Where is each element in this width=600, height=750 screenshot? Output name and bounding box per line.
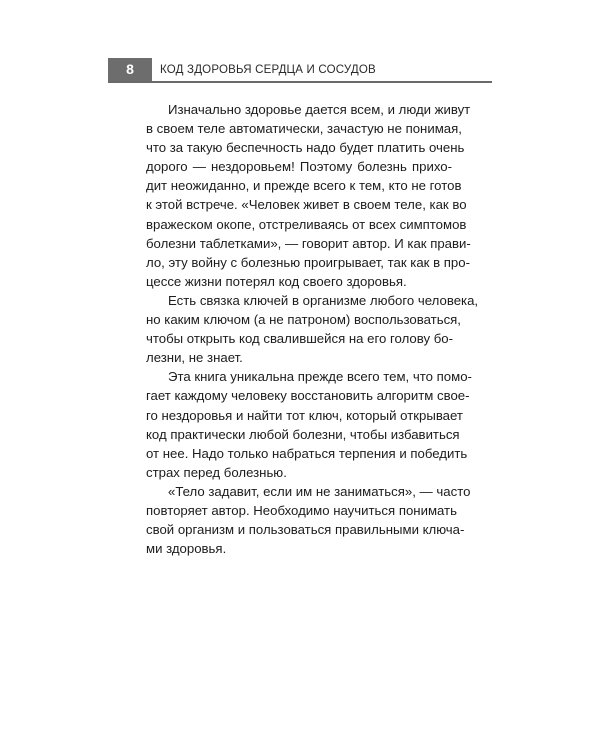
paragraph	[146, 367, 472, 482]
text-line: ло, эту войну с болезнью проигрывает, так как в про-	[146, 254, 470, 270]
paragraph	[146, 291, 479, 367]
text-line: чтобы открыть код свалившейся на его голову бо-	[146, 331, 454, 347]
running-title: КОД ЗДОРОВЬЯ СЕРДЦА И СОСУДОВ	[160, 64, 376, 76]
text-line: свой организм и пользоваться правильными ключа-	[146, 522, 465, 538]
text-line: лезни, не знает.	[146, 350, 243, 366]
text-line: дит неожиданно, и прежде всего к тем, кто не готов	[146, 178, 462, 194]
text-line: повторяет автор. Необходимо научиться понимать	[146, 502, 457, 518]
text-line: гает каждому человеку восстановить алгоритм свое-	[146, 388, 470, 404]
text-line: но каким ключом (а не патроном) воспользоваться,	[146, 312, 461, 328]
text-line: вражеском окопе, отстреливаясь от всех симптомов	[146, 216, 467, 232]
text-line: что за такую беспечность надо будет платить очень	[146, 140, 465, 156]
running-header	[108, 58, 492, 83]
text-line: страх перед болезнью.	[146, 464, 287, 480]
text-line: код практически любой болезни, чтобы избавиться	[146, 426, 460, 442]
text-line: Изначально здоровье дается всем, и люди живут	[168, 102, 471, 117]
text-line: к этой встрече. «Человек живет в своем теле, как во	[146, 197, 467, 213]
text-line: Эта книга уникальна прежде всего тем, что помо-	[168, 369, 472, 385]
text-line: го нездоровья и найти тот ключ, который открывает	[146, 407, 463, 423]
text-line: Есть связка ключей в организме любого человека,	[168, 292, 479, 308]
text-line: ми здоровья.	[146, 541, 227, 557]
text-line: в своем теле автоматически, зачастую не понимая,	[146, 121, 462, 137]
page-number: 8	[108, 58, 152, 81]
paragraph	[146, 482, 471, 558]
body-text	[146, 100, 479, 558]
text-line: от нее. Надо только набраться терпения и победить	[146, 445, 468, 461]
text-line: «Тело задавит, если им не заниматься», — часто	[168, 483, 471, 499]
text-line: болезни таблетками», — говорит автор. И как прави-	[146, 235, 471, 251]
text-line: дорого — нездоровьем! Поэтому болезнь прихо-	[146, 159, 452, 175]
text-line: цессе жизни потерял код своего здоровья.	[146, 273, 407, 289]
paragraph	[146, 100, 471, 291]
